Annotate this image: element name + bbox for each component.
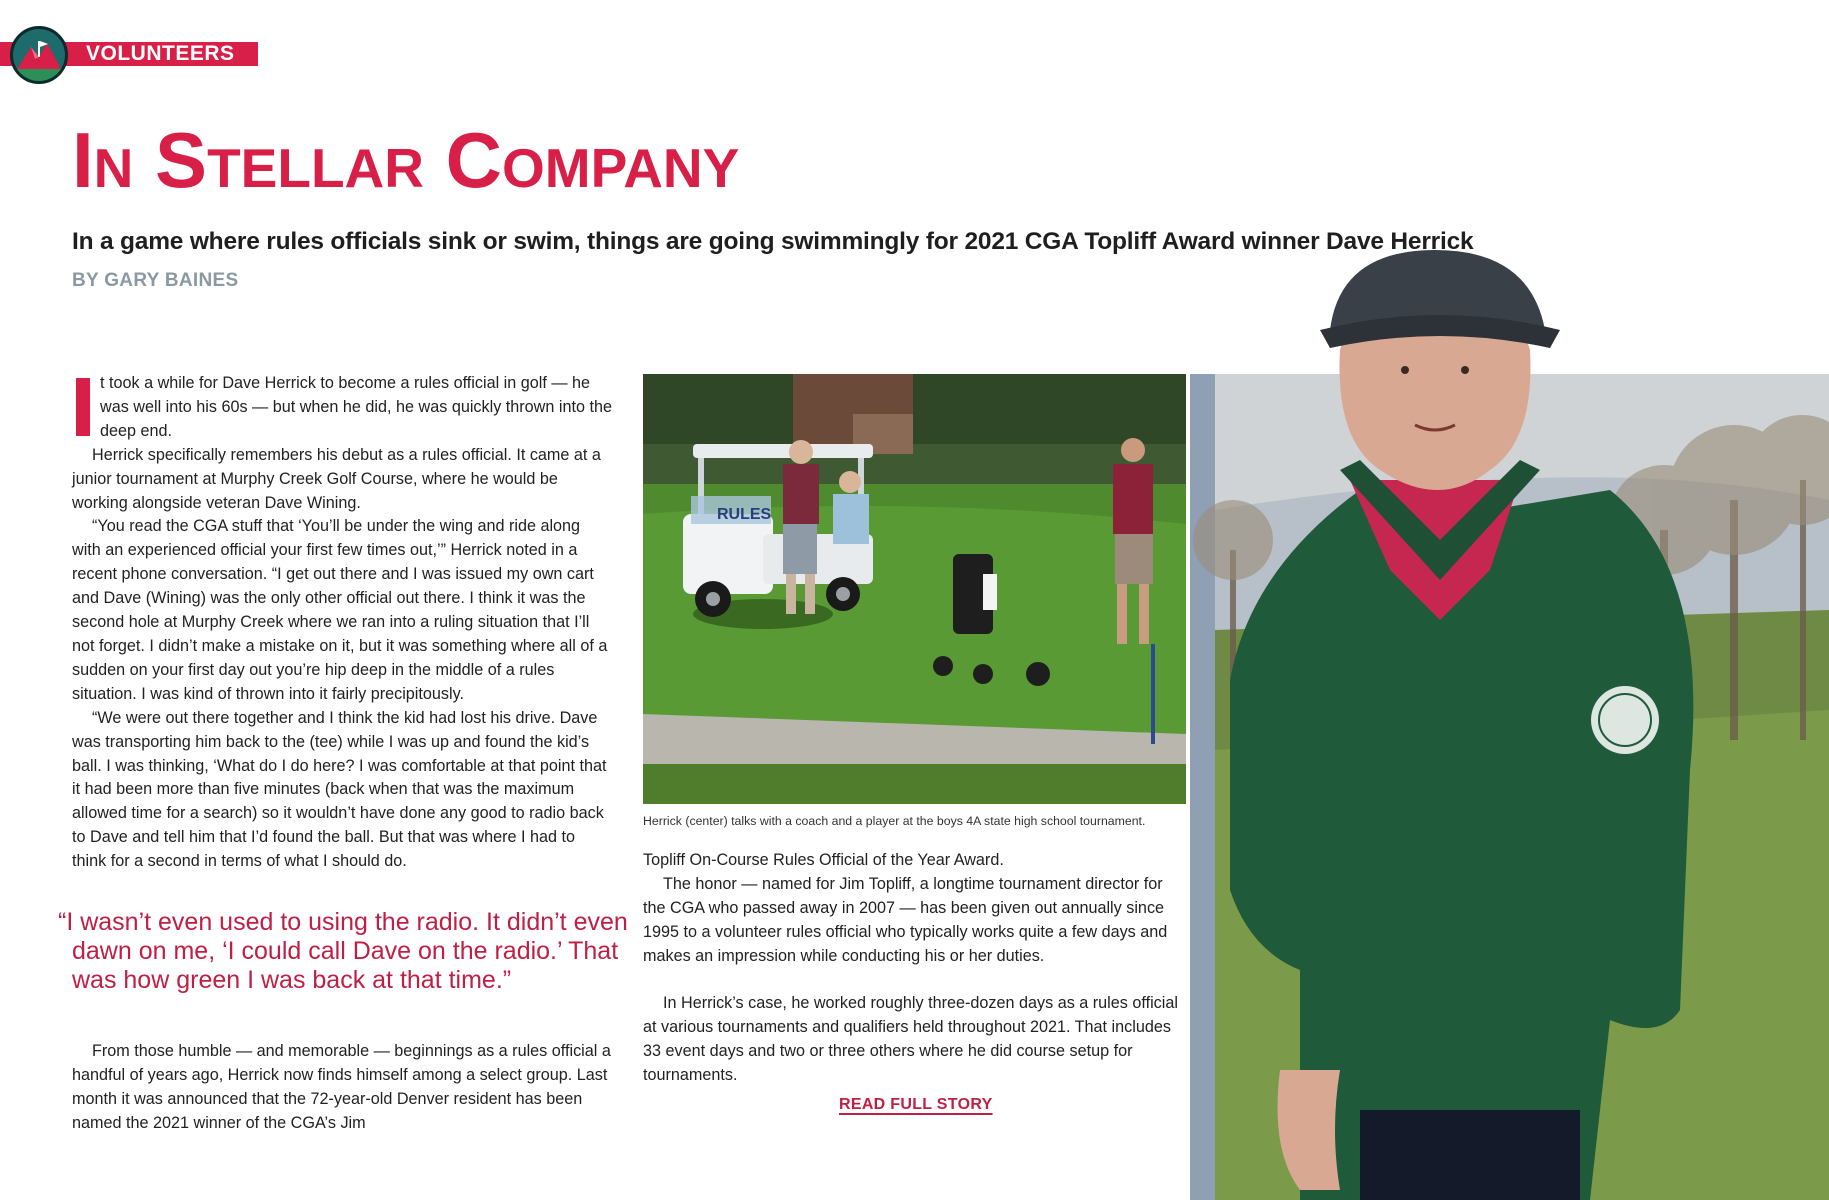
- byline: BY GARY BAINES: [72, 270, 239, 291]
- cga-mountain-logo-icon: [10, 26, 68, 84]
- article-column-1-continued: [72, 1040, 612, 1136]
- paragraph: The honor — named for Jim Topliff, a longtime tournament director for the CGA who passed away in 2007 — has been given out annually since 1995 to a volunteer rules official who typically works quite a few days and makes an impression while conducting his or her duties.: [643, 874, 1168, 965]
- pull-quote: “I wasn’t even used to using the radio. It didn’t even dawn on me, ‘I could call Dave on the radio.’ That was how green I was back at that time.”: [58, 908, 628, 994]
- golf-cart-photo: [643, 374, 1186, 804]
- paragraph: “We were out there together and I think the kid had lost his drive. Dave was transporting him back to the (tee) while I was up and found the kid’s ball. I was thinking, ‘What do I do here? I was comfortable at that point that it had been more than five minutes (back when that was the maximum allowed time for a search) so it wouldn’t have done any good to radio back to Dave and tell him that I’d found the ball. But that was where I had to think for a second in terms of what I should do.: [72, 708, 607, 871]
- article-title: In Stellar Company: [72, 116, 740, 204]
- article-column-2: [643, 849, 1183, 1088]
- portrait-photo: [1190, 250, 1829, 1200]
- paragraph: t took a while for Dave Herrick to become a rules official in golf — he was well into his 60s — but when he did, he was quickly thrown into the deep end.: [100, 374, 612, 440]
- paragraph: Herrick specifically remembers his debut as a rules official. It came at a junior tournament at Murphy Creek Golf Course, where he would be working alongside veteran Dave Wining.: [72, 445, 601, 512]
- paragraph: In Herrick’s case, he worked roughly three-dozen days as a rules official at various tournaments and qualifiers held throughout 2021. That includes 33 event days and two or three others where he did course setup for tournaments.: [643, 994, 1178, 1085]
- rules-sign: RULES: [717, 506, 772, 523]
- section-label: VOLUNTEERS: [86, 42, 235, 65]
- paragraph: Topliff On-Course Rules Official of the Year Award.: [643, 851, 1004, 869]
- article-column-1: [72, 372, 612, 874]
- photo-caption: Herrick (center) talks with a coach and a player at the boys 4A state high school tournament.: [643, 814, 1146, 828]
- drop-cap: [76, 378, 90, 436]
- paragraph: “You read the CGA stuff that ‘You’ll be under the wing and ride along with an experienced official your first few times out,’” Herrick noted in a recent phone conversation. “I get out there and I was issued my own cart and Dave (Wining) was the only other official out there. I think it was the second hole at Murphy Creek where we ran into a ruling situation that I’ll not forget. I didn’t make a mistake on it, but it was something where all of a sudden on your first day out you’re hip deep in the middle of a rules situation. I was kind of thrown into it fairly precipitously.: [72, 517, 608, 703]
- article-subtitle: In a game where rules officials sink or swim, things are going swimmingly for 2021 CGA Topliff Award winner Dave Herrick: [72, 228, 1474, 255]
- paragraph: From those humble — and memorable — beginnings as a rules official a handful of years ago, Herrick now finds himself among a select group. Last month it was announced that the 72-year-old Denver resident has been named the 2021 winner of the CGA’s Jim: [72, 1042, 611, 1132]
- read-full-story-link[interactable]: READ FULL STORY: [839, 1096, 993, 1113]
- section-tag: [0, 40, 258, 68]
